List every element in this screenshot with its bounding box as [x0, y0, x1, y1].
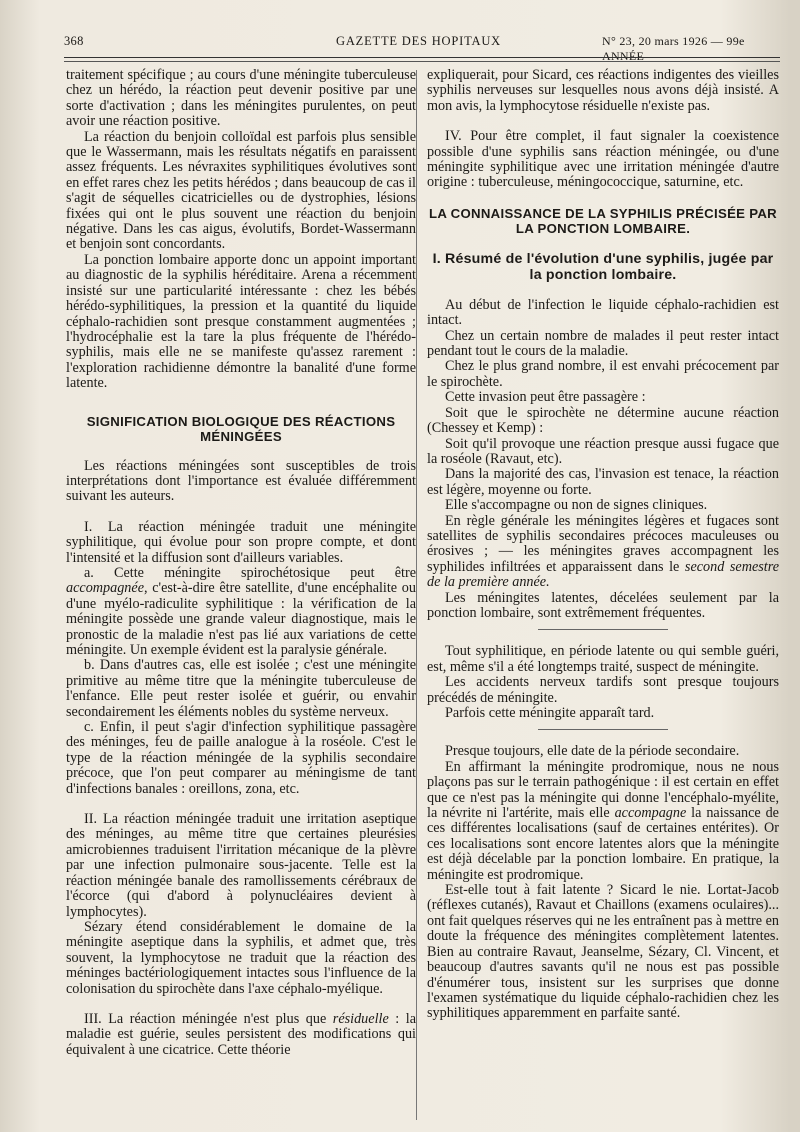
separator-rule [538, 629, 668, 630]
paragraph: II. La réaction méningée traduit une irritation aseptique des méninges, au même titre que certaines pleurésies amicrobiennes traduisent l'irritation mécanique de la plèvre par une infection pulmonaire sous-jacente. Telle est la réaction méningée banale des ramollissements cérébraux de l'écorce (qui d'abord à polynucléaires devient à lymphocytes). [66, 811, 416, 920]
text-run: III. La réaction méningée n'est plus que [84, 1010, 333, 1027]
paragraph: Sézary étend considérablement le domaine de la méningite aseptique dans la syphilis, et admet que, très souvent, la lymphocytose ne traduit que la réaction des méninges bactériologiquement intactes sous l'influence de la colonisation du spirochète dans l'axe céphalo-myélique. [66, 918, 416, 997]
paragraph: Soit que le spirochète ne détermine aucune réaction (Chessey et Kemp) : [427, 404, 779, 437]
text-run: a. Cette méningite spirochétosique peut être [84, 564, 416, 581]
section-heading: LA CONNAISSANCE DE LA SYPHILIS PRÉCISÉE PAR LA PONCTION LOMBAIRE. [428, 205, 777, 236]
right-column [427, 68, 779, 1022]
italic-text: accompagne [614, 805, 687, 822]
paragraph [66, 1012, 416, 1058]
paragraph: Au début de l'infection le liquide céphalo-rachidien est intact. [427, 296, 779, 329]
page-header [64, 30, 780, 63]
paragraph: Soit qu'il provoque une réaction presque aussi fugace que la roséole (Ravaut, etc). [427, 435, 779, 467]
paragraph: Dans la majorité des cas, l'invasion est tenace, la réaction est légère, moyenne ou forte. [427, 466, 779, 498]
publication-title: GAZETTE DES HOPITAUX [336, 34, 501, 48]
paragraph [427, 760, 779, 883]
paragraph: Les accidents nerveux tardifs sont presque toujours précédés de méningite. [427, 674, 779, 706]
text-run: En règle générale les méningites légères et fugaces sont satellites de syphilis secondaires précoces maculeuses ou érosives ; — les méningites graves accompagnent les syphilides infiltrées et apparaissent dans le [427, 512, 779, 575]
column-divider [416, 70, 417, 1120]
italic-text: résiduelle [332, 1010, 389, 1027]
text-run: la naissance de ces différentes localisations (sauf de certaines entérites). Or ces localisations sont encore latentes alors que la méningite est déjà décelable par la ponction lombaire. En pratique, la méningite est prodromique. [427, 805, 779, 883]
paragraph: Est-elle tout à fait latente ? Sicard le nie. Lortat-Jacob (réflexes cutanés), Ravaut et Chaillons (examens oculaires)... ont fait quelques réserves qui ne les entraînent pas à mettre en doute la fréquence des méningites complètement latentes. Bien au contraire Ravaut, Jeanselme, Sézary, Cl. Vincent, et beaucoup d'autres savants qu'il ne nous est pas possible d'énumérer tous, insistent sur les surprises que donne l'examen systématique du liquide céphalo-rachidien chez les syphilitiques apparemment en parfaite santé. [427, 882, 779, 1022]
left-column [66, 68, 416, 1058]
paragraph: I. La réaction méningée traduit une méningite syphilitique, qui évolue pour son propre compte, et dont l'intensité et la diffusion sont d'ailleurs variables. [66, 518, 416, 566]
paragraph: Tout syphilitique, en période latente ou qui semble guéri, est, même s'il a été longtemps traité, suspect de méningite. [427, 643, 779, 675]
paragraph: Elle s'accompagne ou non de signes cliniques. [445, 497, 708, 514]
italic-text: second semestre de la première année. [427, 558, 779, 591]
paragraph: La ponction lombaire apporte donc un appoint important au diagnostic de la syphilis héréditaire. Arena a récemment insisté sur une particularité intéressante : chez les bébés hérédo-syphilitiques, la pression et la quantité du liquide céphalo-rachidien sont presque constamment augmentées ; l'hydrocéphalie est la tare la plus fréquente de l'hérédo-syphilis, mais elle ne se manifeste qu'assez rarement : l'exploration rachidienne démontre la banalité d'une forme latente. [66, 251, 416, 392]
section-heading: SIGNIFICATION BIOLOGIQUE DES RÉACTIONS MÉNINGÉES [86, 413, 396, 444]
text-run: , c'est-à-dire être satellite, d'une encéphalite ou d'une myélo-radiculite syphilitique : la vérification de la méningite possède une grande valeur diagnostique, mais le pronostic de la maladie n'est pas lié aux variations de cette méningite. Un exemple évident est la paralysie générale. [66, 580, 416, 658]
text-run: : la maladie est guérie, seules persistent des modifications qui équivalent à une cicatrice. Cette théorie [66, 1010, 416, 1058]
paragraph: Les réactions méningées sont susceptibles de trois interprétations dont l'importance est évaluée différemment suivant les auteurs. [66, 457, 416, 505]
paragraph: Chez le plus grand nombre, il est envahi précocement par le spirochète. [427, 358, 779, 390]
paragraph: Parfois cette méningite apparaît tard. [445, 705, 655, 721]
paragraph: La réaction du benjoin colloïdal est parfois plus sensible que le Wassermann, mais les résultats négatifs en paraissent assez fréquents. Les névraxites syphilitiques évolutives sont en effet rares chez les petits hérédos ; dans beaucoup de cas il s'agit de séquelles cicatricielles ou de dystrophies, lésions fixées qui ont le plus souvent une réaction du benjoin négative. Dans les cas aigus, évolutifs, Bordet-Wassermann et benjoin sont concordants. [66, 128, 416, 253]
subsection-heading: I. Résumé de l'évolution d'une syphilis, jugée par la ponction lombaire. [432, 250, 774, 283]
paragraph: IV. Pour être complet, il faut signaler la coexistence possible d'une syphilis sans réaction méningée, ou d'une méningite syphilitique avec une irritation méningée d'autre origine : tuberculeuse, méningococcique, saturnine, etc. [427, 128, 779, 191]
paragraph: Les méningites latentes, décelées seulement par la ponction lombaire, sont extrêmement fréquentes. [427, 589, 779, 621]
italic-text: accompagnée [66, 580, 144, 597]
paragraph [66, 566, 416, 658]
paragraph: Presque toujours, elle date de la période secondaire. [445, 743, 740, 760]
text-run: En affirmant la méningite prodromique, nous ne nous plaçons pas sur le terrain pathogénique : il est certain en effet que ce n'est pas la méningite qui donne l'encéphalo-myélite, la névrite ni l'artérite, mais elle [427, 758, 779, 822]
issue-info: N° 23, 20 mars 1926 — 99e ANNÉE [602, 34, 745, 63]
paragraph: c. Enfin, il peut s'agir d'infection syphilitique passagère des méninges, feu de paille analogue à la roséole. C'est le type de la réaction méningée de la syphilis secondaire précoce, que l'on peut comparer au méningisme de tant d'infections banales : oreillons, zona, etc. [66, 719, 416, 797]
paragraph: traitement spécifique ; au cours d'une méningite tuberculeuse chez un hérédo, la réaction peut devenir positive par une sorte d'activation ; dans les méningites purulentes, on peut avoir une réaction positive. [66, 67, 416, 130]
header-rule-thin [64, 61, 780, 62]
separator-rule [538, 729, 668, 730]
paragraph: Chez un certain nombre de malades il peut rester intact pendant tout le cours de la maladie. [427, 327, 779, 360]
paragraph [427, 514, 779, 591]
header-rule [64, 57, 780, 58]
page-number: 368 [64, 34, 84, 48]
paragraph: b. Dans d'autres cas, elle est isolée ; c'est une méningite primitive au même titre que la méningite tuberculeuse de l'enfance. Elle peut rester isolée et guérir, ou envahir secondairement les éléments nobles du système nerveux. [66, 657, 416, 720]
paragraph: Cette invasion peut être passagère : [445, 389, 646, 406]
paragraph: expliquerait, pour Sicard, ces réactions indigentes des vieilles syphilis nerveuses sur lesquelles nous avons déjà insisté. A mon avis, la lymphocytose résiduelle n'existe pas. [427, 67, 779, 114]
